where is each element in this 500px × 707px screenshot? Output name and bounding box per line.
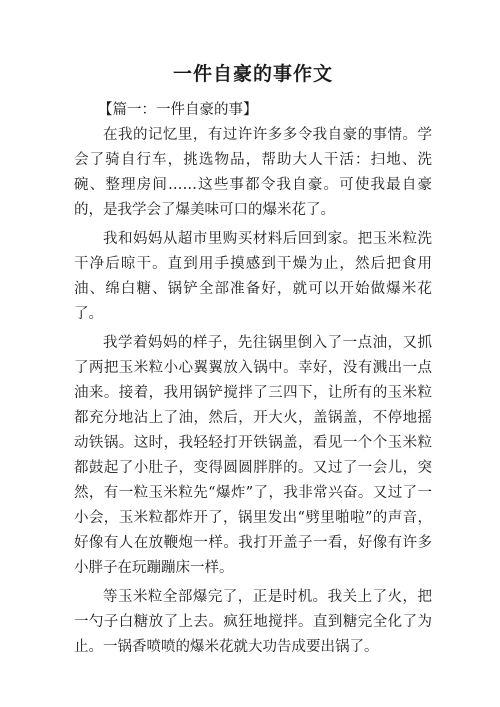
paragraph-3: 我学着妈妈的样子，先往锅里倒入了一点油，又抓了两把玉米粒小心翼翼放入锅中。幸好，没有溅出一点油来。接着，我用锅铲搅拌了三四下，让所有的玉米粒都充分地沾上了油，然后，开大火，盖锅盖，不停地摇动铁锅。这时，我轻轻打开铁锅盖，看见一个个玉米粒都鼓起了小肚子，变得圆圆胖胖的。又过了一会儿，突然，有一粒玉米粒先“爆炸”了，我非常兴奋。又过了一小会，玉米粒都炸开了，锅里发出“劈里啪啦”的声音，好像有人在放鞭炮一样。我打开盖子一看，好像有许多小胖子在玩蹦蹦床一样。 [74,335,432,576]
document-title: 一件自豪的事作文 [172,63,333,85]
paragraph-2: 我和妈妈从超市里购买材料后回到家。把玉米粒洗干净后晾干。直到用手摸感到干燥为止，然后把食用油、绵白糖、锅铲全部准备好，就可以开始做爆米花了。 [74,231,432,322]
section-heading: 【篇一：一件自豪的事】 [98,102,258,118]
paragraph-4: 等玉米粒全部爆完了，正是时机。我关上了火，把一勺子白糖放了上去。疯狂地搅拌。直到糖完全化了为止。一锅香喷喷的爆米花就大功告成要出锅了。 [74,589,432,655]
paragraph-1: 在我的记忆里，有过许许多多令我自豪的事情。学会了骑自行车，挑选物品，帮助大人干活：扫地、洗碗、整理房间……这些事都令我自豪。可使我最自豪的，是我学会了爆美味可口的爆米花了。 [74,127,432,218]
